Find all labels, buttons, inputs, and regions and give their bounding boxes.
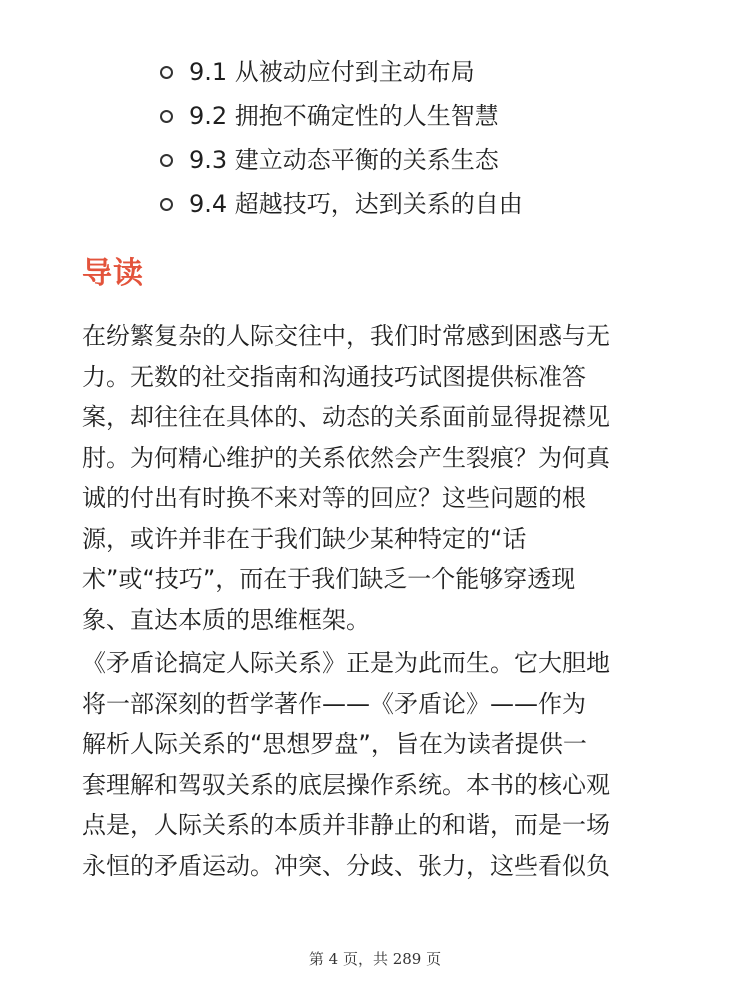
paragraph-line: 解析人际关系的“思想罗盘”，旨在为读者提供一	[82, 730, 587, 758]
toc-item[interactable]	[160, 182, 680, 226]
intro-paragraph-2	[82, 643, 672, 886]
paragraph-line: 案，却往往在具体的、动态的关系面前显得捉襟见	[82, 403, 610, 431]
toc-item[interactable]	[160, 94, 680, 138]
intro-paragraph-1	[82, 316, 672, 640]
paragraph-line: 点是，人际关系的本质并非静止的和谐，而是一场	[82, 811, 610, 839]
paragraph-line: 将一部深刻的哲学著作——《矛盾论》——作为	[82, 689, 586, 718]
toc-item[interactable]	[160, 138, 680, 182]
circle-bullet-icon	[160, 154, 173, 167]
circle-bullet-icon	[160, 110, 173, 123]
page-number: 第 4 页，共 289 页	[308, 950, 442, 968]
paragraph-line: 在纷繁复杂的人际交往中，我们时常感到困惑与无	[82, 322, 610, 350]
toc-item-label: 9.2 拥抱不确定性的人生智慧	[189, 102, 499, 130]
paragraph-line: 肘。为何精心维护的关系依然会产生裂痕？为何真	[82, 443, 610, 472]
section-heading: 导读	[82, 256, 144, 291]
paragraph-line: 力。无数的社交指南和沟通技巧试图提供标准答	[82, 362, 586, 391]
toc-item[interactable]	[160, 50, 680, 94]
paragraph-line: 《矛盾论搞定人际关系》正是为此而生。它大胆地	[82, 649, 610, 677]
circle-bullet-icon	[160, 198, 173, 211]
paragraph-line: 诚的付出有时换不来对等的回应？这些问题的根	[82, 484, 586, 512]
table-of-contents	[160, 50, 680, 226]
toc-item-label: 9.1 从被动应付到主动布局	[189, 58, 475, 86]
paragraph-line: 术”或“技巧”，而在于我们缺乏一个能够穿透现	[82, 565, 576, 593]
paragraph-line: 套理解和驾驭关系的底层操作系统。本书的核心观	[82, 770, 610, 799]
paragraph-line: 象、直达本质的思维框架。	[82, 605, 370, 634]
paragraph-line: 源，或许并非在于我们缺少某种特定的“话	[82, 524, 527, 553]
paragraph-line: 永恒的矛盾运动。冲突、分歧、张力，这些看似负	[82, 851, 610, 880]
toc-item-label: 9.3 建立动态平衡的关系生态	[189, 146, 499, 174]
circle-bullet-icon	[160, 66, 173, 79]
toc-item-label: 9.4 超越技巧，达到关系的自由	[189, 190, 523, 218]
